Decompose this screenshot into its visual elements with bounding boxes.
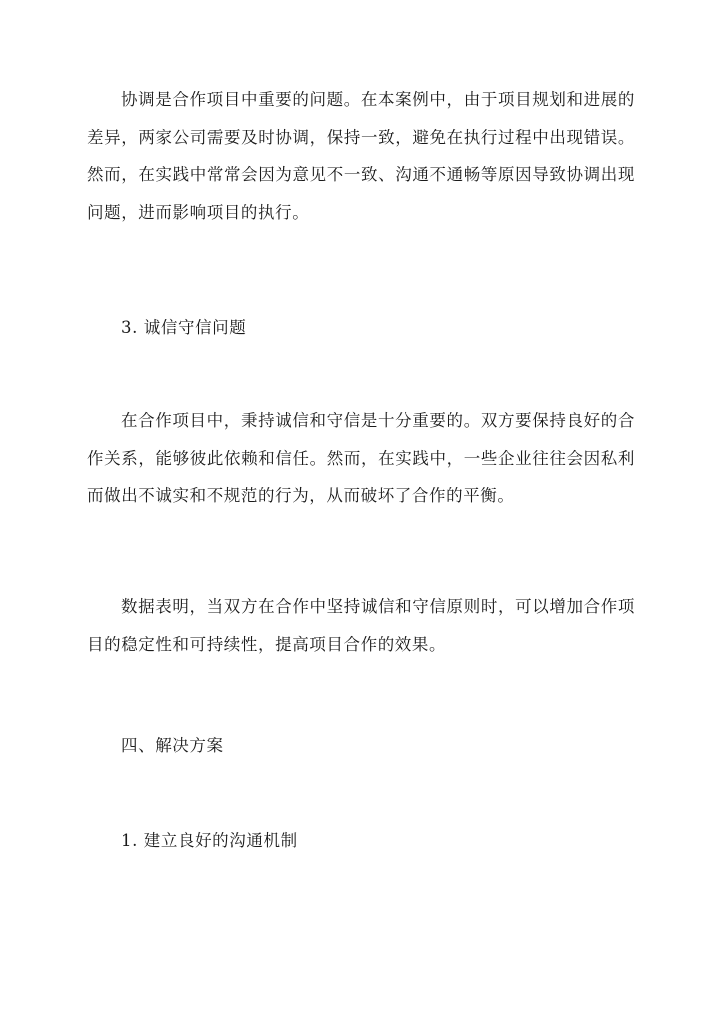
paragraph-integrity: 在合作项目中，秉持诚信和守信是十分重要的。双方要保持良好的合作关系，能够彼此依赖和信任。然而，在实践中，一些企业往往会因私利而做出不诚实和不规范的行为，从而破坏了合作的平衡。: [87, 411, 635, 505]
heading-integrity-issue: 3. 诚信守信问题: [121, 318, 247, 337]
heading-solutions: 四、解决方案: [121, 736, 224, 755]
heading-communication-mechanism: 1. 建立良好的沟通机制: [121, 831, 298, 850]
paragraph-data-evidence: 数据表明，当双方在合作中坚持诚信和守信原则时，可以增加合作项目的稳定性和可持续性，提高项目合作的效果。: [87, 597, 635, 654]
paragraph-coordination: 协调是合作项目中重要的问题。在本案例中，由于项目规划和进展的差异，两家公司需要及时协调，保持一致，避免在执行过程中出现错误。然而，在实践中常常会因为意见不一致、沟通不通畅等原因导致协调出现问题，进而影响项目的执行。: [87, 90, 635, 222]
